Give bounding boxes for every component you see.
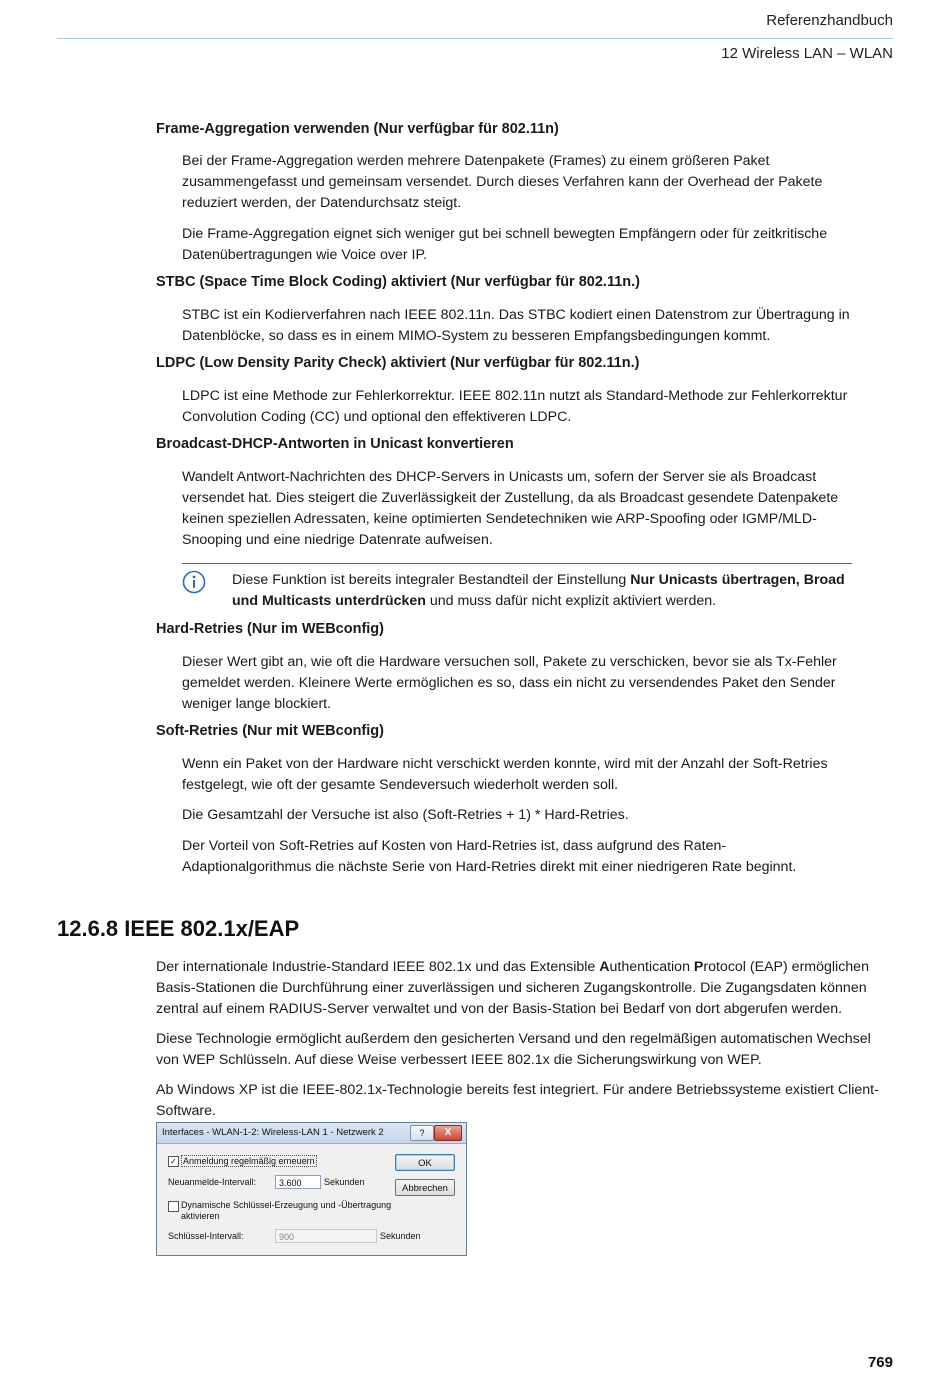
paragraph: Der Vorteil von Soft-Retries auf Kosten von Hard-Retries ist, dass aufgrund des Raten-Adaptionalgorithmus die nächste Serie von Hard-Retries direkt mit einer niedrigeren Rate beginnt. [182,838,797,875]
dialog-title: Interfaces - WLAN-1-2: Wireless-LAN 1 - Netzwerk 2 [162,1127,384,1138]
note-text: Diese Funktion ist bereits integraler Bestandteil der Einstellung [232,572,631,588]
term-heading: Hard-Retries (Nur im WEBconfig) [156,621,384,637]
acronym-letter: A [599,959,610,975]
settings-dialog [156,1122,467,1256]
close-button[interactable]: X [434,1125,462,1141]
term-heading: Soft-Retries (Nur mit WEBconfig) [156,723,384,739]
note-setting-name: Nur Unicasts übertragen, Broad und Multicasts unterdrücken [232,572,845,609]
interval-unit: Sekunden [324,1177,365,1187]
key-interval-label: Schlüssel-Intervall: [168,1231,244,1241]
text-run: rotocol (EAP) ermöglichen Basis-Stationen die Durchführung einer zuverlässigen und sicheren Zugangskontrolle. Die Zugangsdaten können zentral auf einem RADIUS-Server verwaltet und von der Basis-Station bei Bedarf von dort abgerufen werden. [156,959,869,1017]
paragraph: Wandelt Antwort-Nachrichten des DHCP-Servers in Unicasts um, sofern der Server sie als Broadcast versendet hat. Dies steigert die Zuverlässigkeit der Zustellung, da als Broadcast gesendete Datenpakete keinen speziellen Adressaten, keine optimierten Sendetechniken wie ARP-Spoofing oder IGMP/MLD-Snooping und eine niedrige Datenrate aufweisen. [182,469,839,548]
acronym-letter: P [693,959,704,975]
interval-field[interactable]: 3.600 [275,1175,321,1189]
help-button[interactable]: ? [410,1125,434,1141]
text-run: Der internationale Industrie-Standard IEEE 802.1x und das Extensible [156,959,600,975]
interval-label: Neuanmelde-Intervall: [168,1177,257,1187]
note-text-end: und muss dafür nicht explizit aktiviert werden. [425,593,717,609]
page-number: 769 [867,1354,893,1371]
dialog-title-bar [157,1123,466,1144]
info-icon [182,570,206,594]
paragraph: Die Frame-Aggregation eignet sich weniger gut bei schnell bewegten Empfängern oder für zeitkritische Datenübertragungen wie Voice over IP. [182,226,828,263]
dynamic-key-label-line2: aktivieren [181,1211,220,1221]
section-heading: 12.6.8 IEEE 802.1x/EAP [57,916,300,941]
term-heading: STBC (Space Time Block Coding) aktiviert (Nur verfügbar für 802.11n.) [156,274,640,290]
paragraph: STBC ist ein Kodierverfahren nach IEEE 802.11n. Das STBC kodiert einen Datenstrom zur Übertragung in Datenblöcke, so dass es in einem MIMO-System zu besseren Empfangsbedingungen kommt. [182,307,850,344]
paragraph: Wenn ein Paket von der Hardware nicht verschickt werden konnte, wird mit der Anzahl der Soft-Retries festgelegt, wie oft der gesamte Sendeversuch wiederholt werden soll. [182,756,828,793]
paragraph: Die Gesamtzahl der Versuche ist also (Soft-Retries + 1) * Hard-Retries. [182,807,629,823]
paragraph: Diese Technologie ermöglicht außerdem den gesicherten Versand und den regelmäßigen automatischen Wechsel von WEP Schlüsseln. Auf diese Weise verbessert IEEE 802.1x die Sicherungswirkung von WEP. [156,1031,871,1068]
dialog-body [157,1144,466,1256]
ok-button[interactable]: OK [395,1154,455,1171]
header-divider [57,38,893,39]
paragraph: Bei der Frame-Aggregation werden mehrere Datenpakete (Frames) zu einem größeren Paket zusammengefasst und gemeinsam versendet. Durch dieses Verfahren kann der Overhead der Pakete reduziert werden, der Datendurchsatz steigt. [182,153,823,211]
note-divider [182,563,852,564]
term-heading: LDPC (Low Density Parity Check) aktiviert (Nur verfügbar für 802.11n.) [156,355,640,371]
cancel-button[interactable]: Abbrechen [395,1179,455,1196]
term-heading: Frame-Aggregation verwenden (Nur verfügbar für 802.11n) [156,121,559,137]
renew-checkbox-label[interactable]: Anmeldung regelmäßig erneuern [183,1156,315,1166]
paragraph: Ab Windows XP ist die IEEE-802.1x-Technologie bereits fest integriert. Für andere Betriebssysteme existiert Client-Software. [156,1082,879,1119]
text-run: uthentication [609,959,694,975]
key-interval-unit: Sekunden [380,1231,421,1241]
paragraph: LDPC ist eine Methode zur Fehlerkorrektur. IEEE 802.11n nutzt als Standard-Methode zur Fehlerkorrektur Convolution Coding (CC) und optional den effektiveren LDPC. [182,388,848,425]
term-heading: Broadcast-DHCP-Antworten in Unicast konvertieren [156,436,514,452]
running-header-chapter: 12 Wireless LAN – WLAN [721,45,893,62]
running-header-title: Referenzhandbuch [766,12,893,29]
info-note [232,570,852,612]
dynamic-key-label[interactable]: Dynamische Schlüssel-Erzeugung und -Übertragung [181,1200,392,1210]
paragraph [156,957,896,1020]
renew-checkbox[interactable]: ✓ [168,1156,179,1167]
paragraph: Dieser Wert gibt an, wie oft die Hardware versuchen soll, Pakete zu verschicken, bevor sie als Tx-Fehler gemeldet werden. Kleinere Werte ermöglichen es so, dass ein nicht zu versendendes Paket den Sender weniger lange blockiert. [182,654,837,712]
key-interval-field[interactable]: 900 [275,1229,377,1243]
dynamic-key-checkbox[interactable] [168,1201,179,1212]
